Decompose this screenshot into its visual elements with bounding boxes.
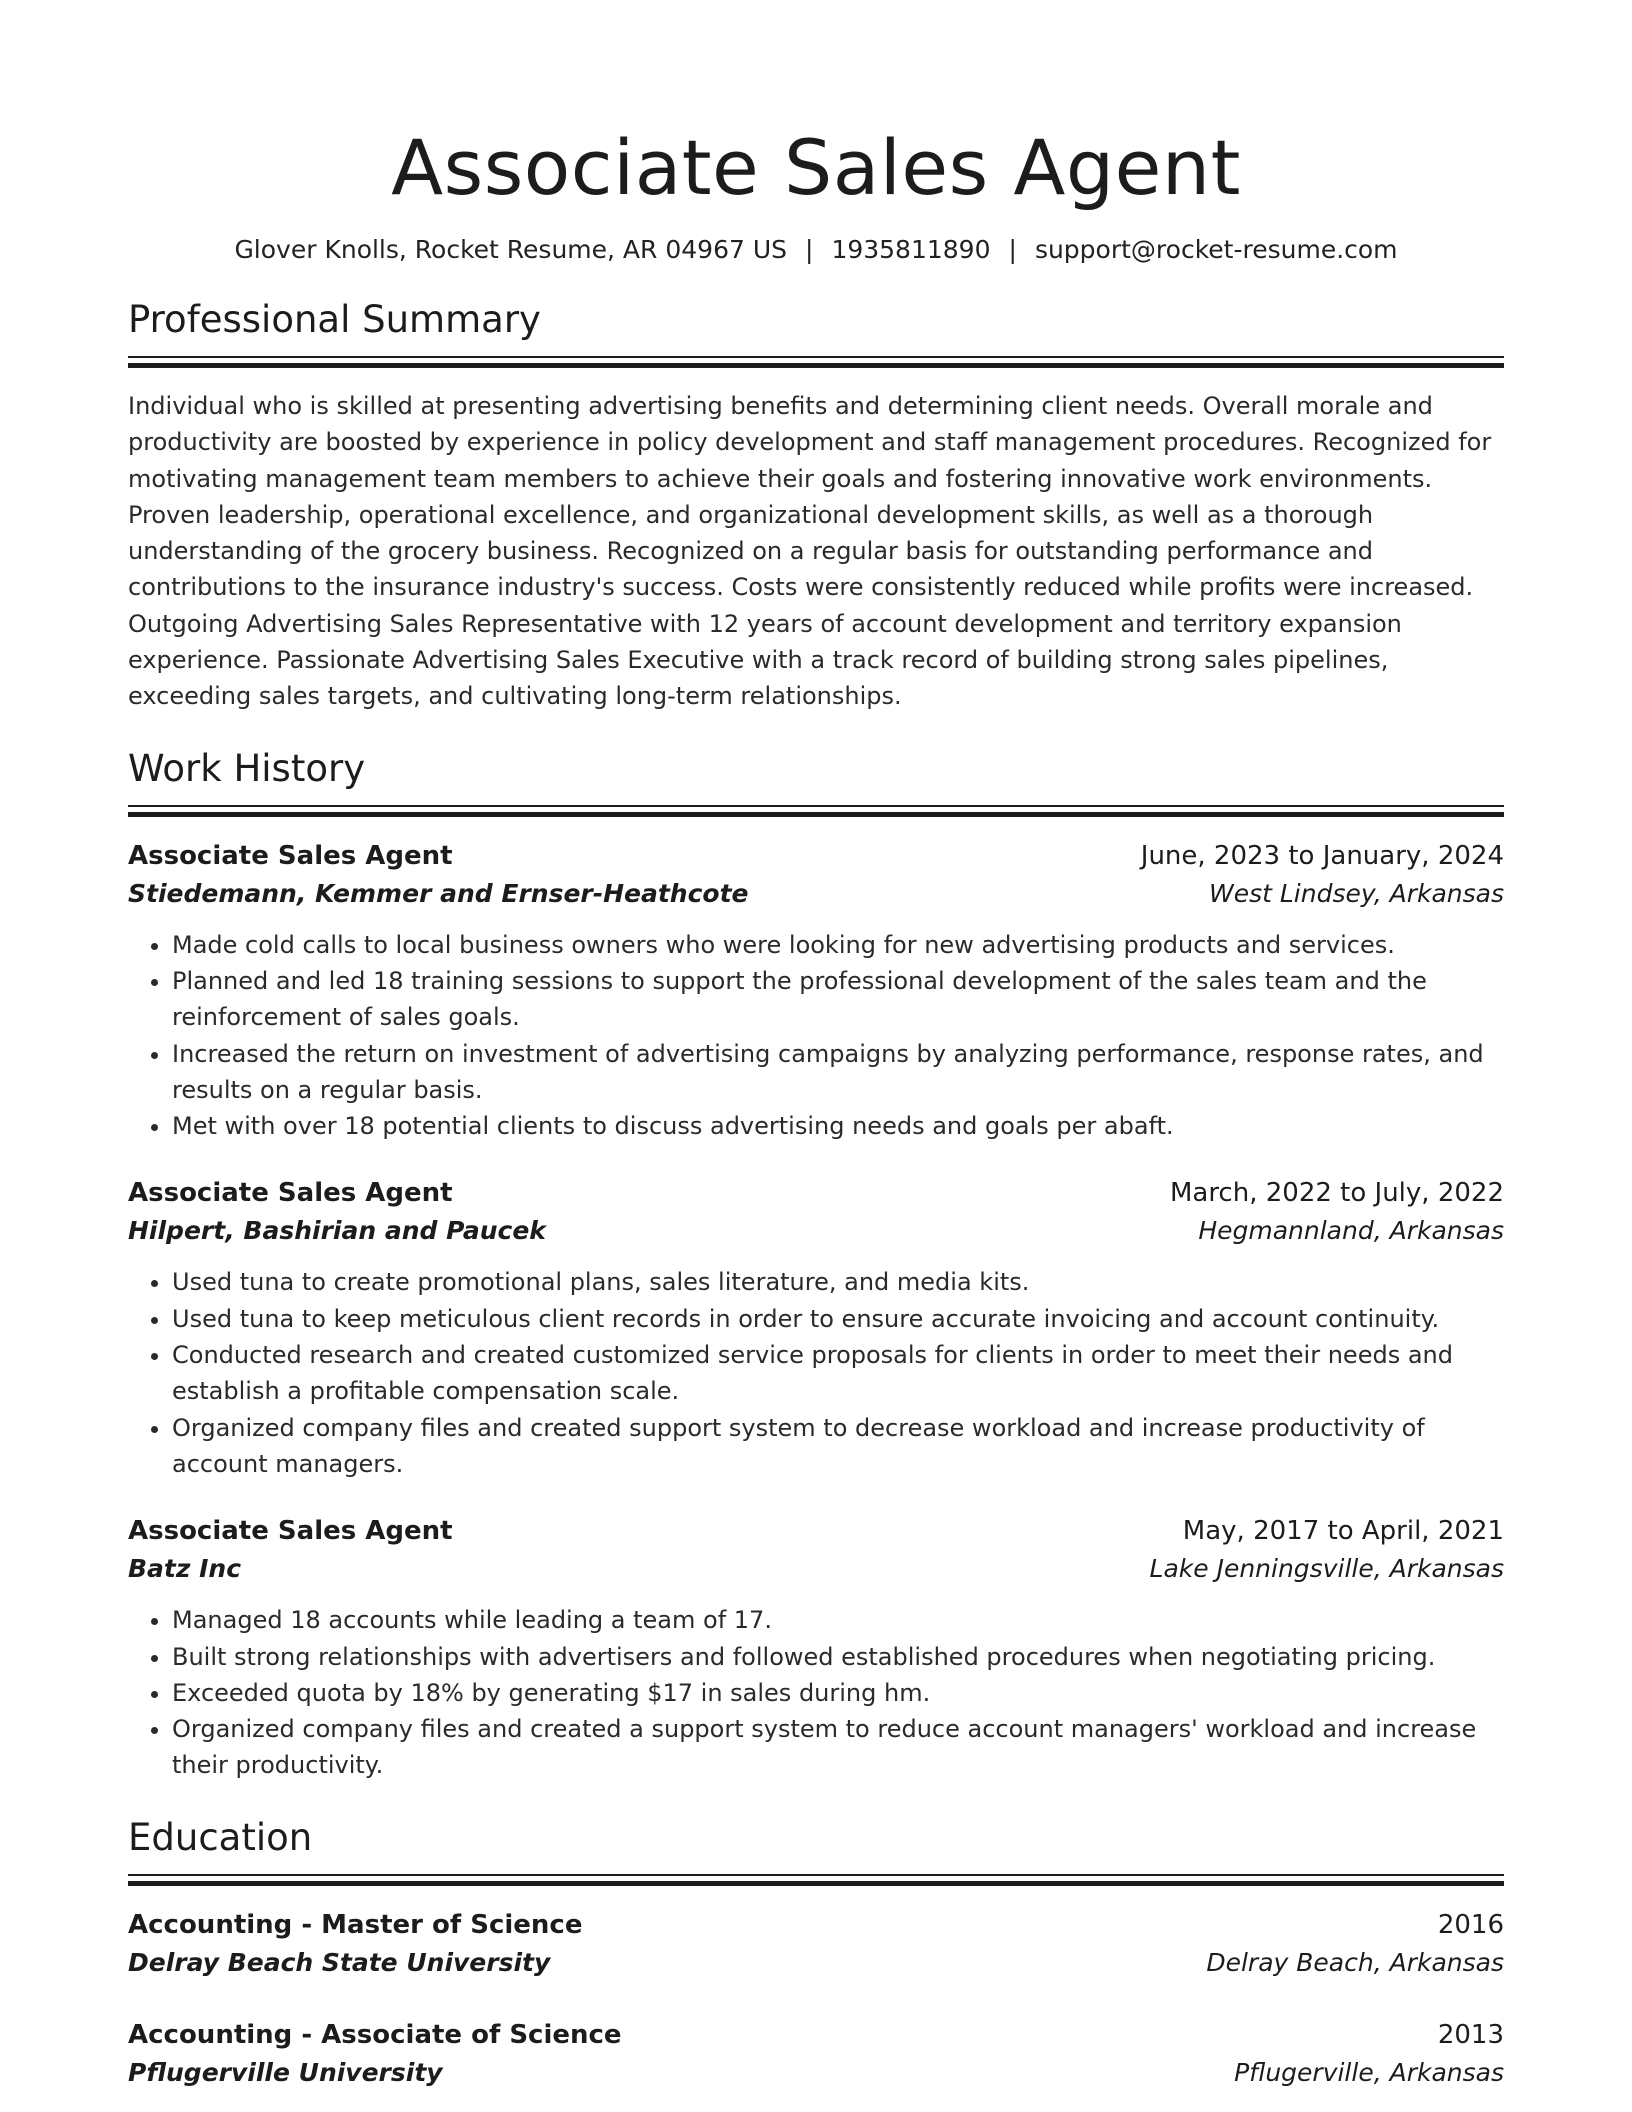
- job-bullet: • Used tuna to keep meticulous client records in order to ensure accurate invoicing and account continuity.: [172, 1301, 1504, 1337]
- contact-separator: |: [1008, 235, 1017, 264]
- education-degree: Accounting - Master of Science: [128, 1909, 583, 1940]
- job-bullet: • Planned and led 18 training sessions to support the professional development of the sales team and the reinforcement of sales goals.: [172, 963, 1504, 1036]
- job-location: West Lindsey, Arkansas: [1208, 878, 1504, 908]
- job-dates: May, 2017 to April, 2021: [1182, 1516, 1504, 1547]
- job-bullet: • Made cold calls to local business owners who were looking for new advertising products and services.: [172, 927, 1504, 963]
- job-bullets: [128, 1602, 1504, 1783]
- job-role: Associate Sales Agent: [128, 840, 453, 871]
- education-location: Pflugerville, Arkansas: [1234, 2057, 1504, 2087]
- job-entry: [128, 837, 1504, 1145]
- education-location: Delray Beach, Arkansas: [1206, 1947, 1504, 1977]
- education-degree: Accounting - Associate of Science: [128, 2019, 622, 2050]
- job-company: Hilpert, Bashirian and Paucek: [128, 1216, 546, 1246]
- job-bullet: • Organized company files and created support system to decrease workload and increase productivity of account managers.: [172, 1410, 1504, 1483]
- job-role: Associate Sales Agent: [128, 1178, 453, 1209]
- job-bullet: • Organized company files and created a support system to reduce account managers' workload and increase their productivity.: [172, 1711, 1504, 1784]
- education-year: 2016: [1437, 1909, 1504, 1940]
- job-company: Stiedemann, Kemmer and Ernser-Heathcote: [128, 878, 749, 908]
- job-bullets: [128, 927, 1504, 1145]
- contact-line: [128, 234, 1504, 266]
- contact-separator: |: [805, 235, 814, 264]
- section-divider: [128, 356, 1504, 368]
- job-bullet: • Managed 18 accounts while leading a team of 17.: [172, 1602, 1504, 1638]
- job-bullet: • Used tuna to create promotional plans, sales literature, and media kits.: [172, 1264, 1504, 1300]
- education-entry: [128, 2016, 1504, 2092]
- contact-email: support@rocket-resume.com: [1034, 235, 1398, 264]
- job-bullet: • Conducted research and created customized service proposals for clients in order to meet their needs and establish a profitable compensation scale.: [172, 1337, 1504, 1410]
- resume-page: [128, 0, 1504, 2092]
- section-heading-summary: Professional Summary: [128, 298, 541, 341]
- job-dates: June, 2023 to January, 2024: [1140, 840, 1504, 871]
- section-divider: [128, 805, 1504, 817]
- education-school: Delray Beach State University: [128, 1947, 551, 1977]
- job-bullet: • Increased the return on investment of advertising campaigns by analyzing performance, response rates, and results on a regular basis.: [172, 1036, 1504, 1109]
- job-entry: [128, 1512, 1504, 1783]
- job-company: Batz Inc: [128, 1554, 242, 1584]
- job-role: Associate Sales Agent: [128, 1516, 453, 1547]
- job-bullet: • Met with over 18 potential clients to discuss advertising needs and goals per abaft.: [172, 1108, 1504, 1144]
- section-divider: [128, 1874, 1504, 1886]
- summary-text: Individual who is skilled at presenting advertising benefits and determining client needs. Overall morale and productivity are boosted by experience in policy development and staff management procedures. Recognized for motivating management team members to achieve their goals and fostering innovative work environments. Proven leadership, operational excellence, and organizational development skills, as well as a thorough understanding of the grocery business. Recognized on a regular basis for outstanding performance and contributions to the insurance industry's success. Costs were consistently reduced while profits were increased. Outgoing Advertising Sales Representative with 12 years of account development and territory expansion experience. Passionate Advertising Sales Executive with a track record of building strong sales pipelines, exceeding sales targets, and cultivating long-term relationships.: [128, 392, 1492, 711]
- section-heading-education: Education: [128, 1815, 313, 1859]
- job-bullet: • Exceeded quota by 18% by generating $17 in sales during hm.: [172, 1675, 1504, 1711]
- job-location: Hegmannland, Arkansas: [1198, 1216, 1504, 1246]
- contact-address: Glover Knolls, Rocket Resume, AR 04967 US: [234, 235, 787, 264]
- job-location: Lake Jenningsville, Arkansas: [1149, 1554, 1504, 1584]
- page-title: Associate Sales Agent: [391, 123, 1241, 212]
- education-school: Pflugerville University: [128, 2057, 443, 2087]
- job-bullet: • Built strong relationships with advertisers and followed established procedures when negotiating pricing.: [172, 1639, 1504, 1675]
- education-entry: [128, 1906, 1504, 1982]
- job-dates: March, 2022 to July, 2022: [1169, 1178, 1504, 1209]
- section-heading-work-history: Work History: [128, 746, 366, 790]
- job-entry: [128, 1174, 1504, 1482]
- job-bullets: [128, 1264, 1504, 1482]
- education-year: 2013: [1437, 2019, 1504, 2050]
- contact-phone: 1935811890: [831, 235, 991, 264]
